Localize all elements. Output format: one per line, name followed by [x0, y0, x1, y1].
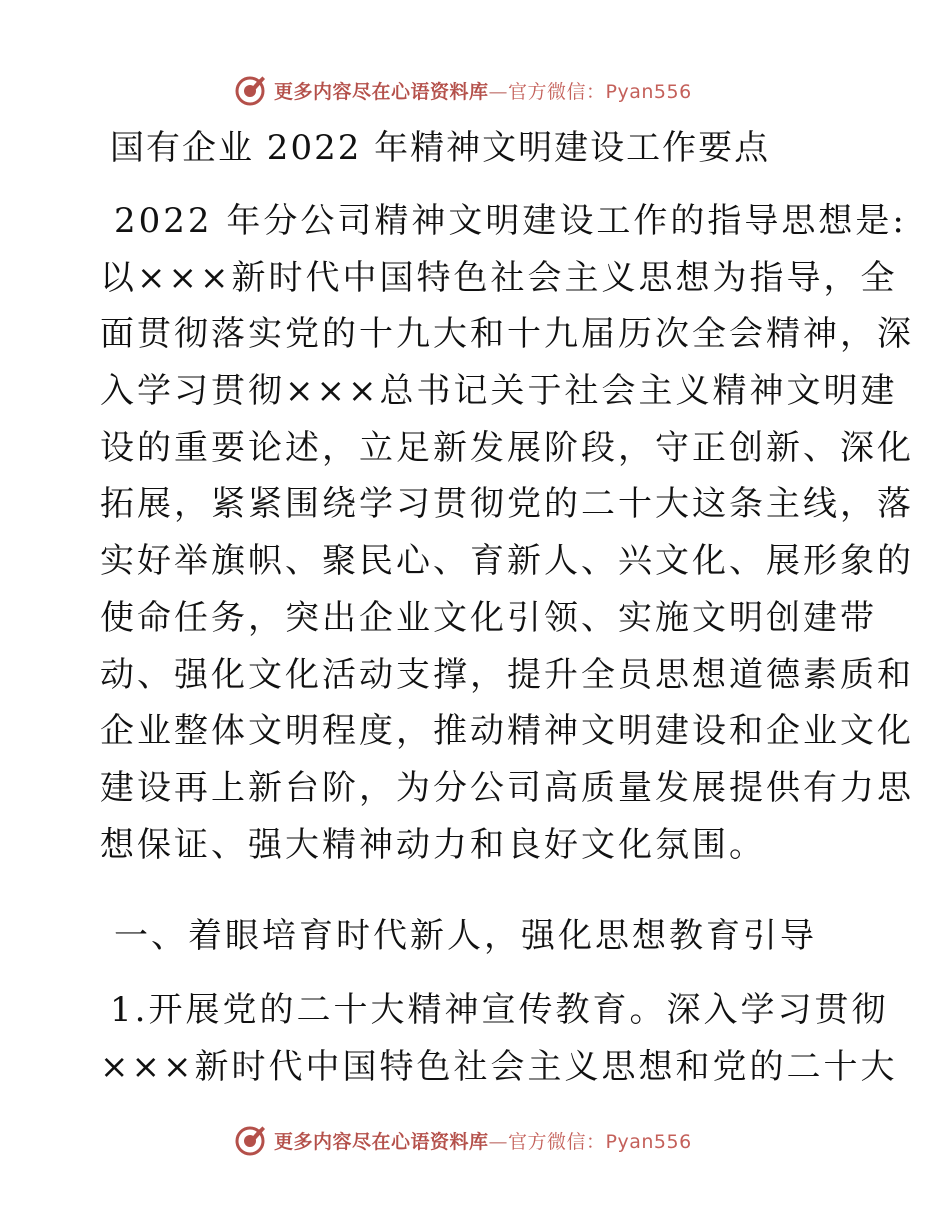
- document-title: 国有企业 2022 年精神文明建设工作要点: [110, 128, 771, 168]
- intro-line: 入学习贯彻×××总书记关于社会主义精神文明建: [100, 371, 898, 412]
- intro-line: 拓展，紧紧围绕学习贯彻党的二十大这条主线，落: [100, 484, 914, 525]
- intro-line: 以×××新时代中国特色社会主义思想为指导，全: [100, 257, 898, 298]
- item-line: ×××新时代中国特色社会主义思想和党的二十大: [100, 1046, 898, 1087]
- header-watermark: [232, 70, 692, 110]
- intro-line: 2022 年分公司精神文明建设工作的指导思想是:: [114, 201, 907, 241]
- feather-pen-logo-icon: [232, 72, 268, 108]
- intro-line: 设的重要论述，立足新发展阶段，守正创新、深化: [100, 427, 914, 468]
- item-line: 1.开展党的二十大精神宣传教育。深入学习贯彻: [110, 990, 889, 1030]
- watermark-contact-label: 官方微信：: [508, 1130, 606, 1153]
- watermark-text: 更多内容尽在心语资料库: [274, 1130, 489, 1153]
- watermark-separator: —: [488, 80, 509, 103]
- item-paragraph: [100, 982, 898, 1095]
- intro-line: 面贯彻落实党的十九大和十九届历次全会精神，深: [100, 314, 914, 355]
- intro-line: 企业整体文明程度，推动精神文明建设和企业文化: [100, 711, 914, 752]
- footer-watermark: [232, 1120, 692, 1160]
- intro-line: 想保证、强大精神动力和良好文化氛围。: [100, 824, 766, 865]
- watermark-contact-id: Pyan556: [605, 80, 692, 103]
- watermark-contact-label: 官方微信：: [508, 80, 606, 103]
- intro-line: 实好举旗帜、聚民心、育新人、兴文化、展形象的: [100, 541, 914, 582]
- watermark-separator: —: [488, 1130, 509, 1153]
- intro-line: 使命任务，突出企业文化引领、实施文明创建带: [100, 597, 877, 638]
- watermark-contact-id: Pyan556: [605, 1130, 692, 1153]
- section-heading: 一、着眼培育时代新人，强化思想教育引导: [114, 916, 817, 956]
- intro-paragraph: [100, 193, 914, 873]
- intro-line: 动、强化文化活动支撑，提升全员思想道德素质和: [100, 654, 914, 695]
- intro-line: 建设再上新台阶，为分公司高质量发展提供有力思: [100, 767, 914, 808]
- watermark-text: 更多内容尽在心语资料库: [274, 80, 489, 103]
- feather-pen-logo-icon: [232, 1122, 268, 1158]
